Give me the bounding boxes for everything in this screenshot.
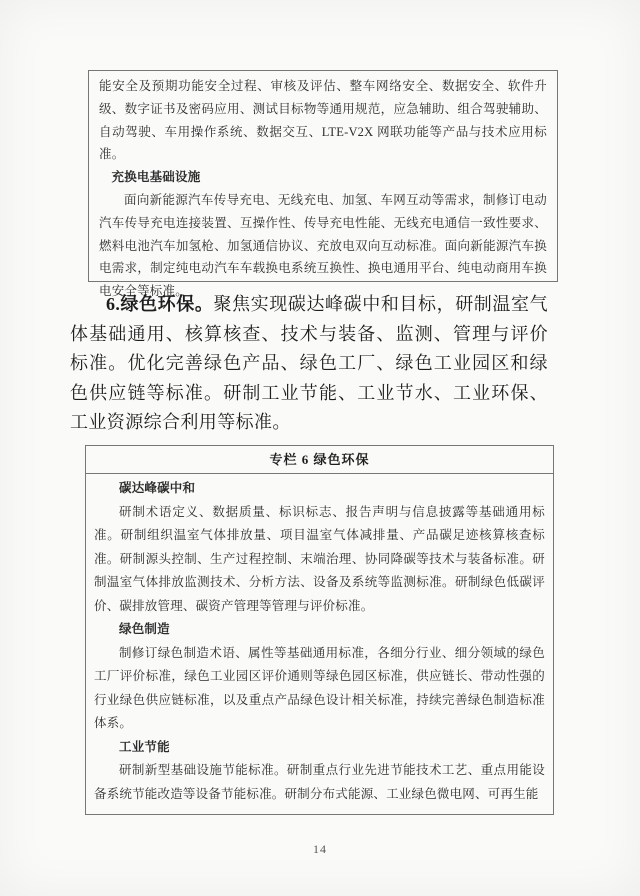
section-text-green-manufacturing: 制修订绿色制造术语、属性等基础通用标准，各细分行业、细分领域的绿色工厂评价标准，绿色工业园区评价通则等绿色园区标准，供应链长、带动性强的行业绿色供应链标准，以及重点产品绿色设计相关标准，持续完善绿色制造标准体系。 (94, 645, 545, 730)
section-heading-carbon-peak-neutrality: 碳达峰碳中和 (119, 481, 196, 495)
charging-infrastructure-paragraph: 面向新能源汽车传导充电、无线充电、加氢、车网互动等需求，制修订电动汽车传导充电连接装置、互操作性、传导充电性能、无线充电通信一致性要求、燃料电池汽车加氢枪、加氢通信协议、充放电双向互动标准。面向新能源汽车换电需求，制定纯电动汽车车载换电系统互换性、换电通用平台、纯电动商用车换电安全等标准。 (99, 192, 547, 299)
section-text-industrial-energy-saving: 研制新型基础设施节能标准。研制重点行业先进节能技术工艺、重点用能设备系统节能改造等设备节能标准。研制分布式能源、工业绿色微电网、可再生能 (94, 763, 545, 801)
charging-infrastructure-heading: 充换电基础设施 (111, 170, 201, 185)
page-number: 14 (313, 842, 327, 856)
section-text-carbon-peak-neutrality: 研制术语定义、数据质量、标识标志、报告声明与信息披露等基础通用标准。研制组织温室气体排放量、项目温室气体减排量、产品碳足迹核算核查标准。研制源头控制、生产过程控制、末端治理、协同降碳等技术与装备标准。研制温室气体排放监测技术、分析方法、设备及系统等监测标准。研制绿色低碳评价、碳排放管理、碳资产管理等管理与评价标准。 (94, 504, 545, 613)
column-6-panel (85, 445, 554, 815)
charging-infrastructure-panel (88, 70, 558, 299)
section-heading-industrial-energy-saving: 工业节能 (119, 739, 170, 754)
column-6-body (86, 474, 553, 806)
green-environment-lead: 6.绿色环保。 (106, 294, 214, 314)
section-heading-green-manufacturing: 绿色制造 (119, 622, 170, 636)
column-6-title: 专栏 6 绿色环保 (86, 446, 553, 474)
continuation-paragraph: 能安全及预期功能安全过程、审核及评估、整车网络安全、数据安全、软件升级、数字证书及密码应用、测试目标物等通用规范，应急辅助、组合驾驶辅助、自动驾驶、车用操作系统、数据交互、LTE-V2X 网联功能等产品与技术应用标准。 (99, 79, 547, 162)
green-environment-paragraph (70, 290, 548, 438)
green-environment-text: 聚焦实现碳达峰碳中和目标，研制温室气体基础通用、核算核查、技术与装备、监测、管理与评价标准。优化完善绿色产品、绿色工厂、绿色工业园区和绿色供应链等标准。研制工业节能、工业节水、工业环保、工业资源综合利用等标准。 (70, 294, 548, 432)
